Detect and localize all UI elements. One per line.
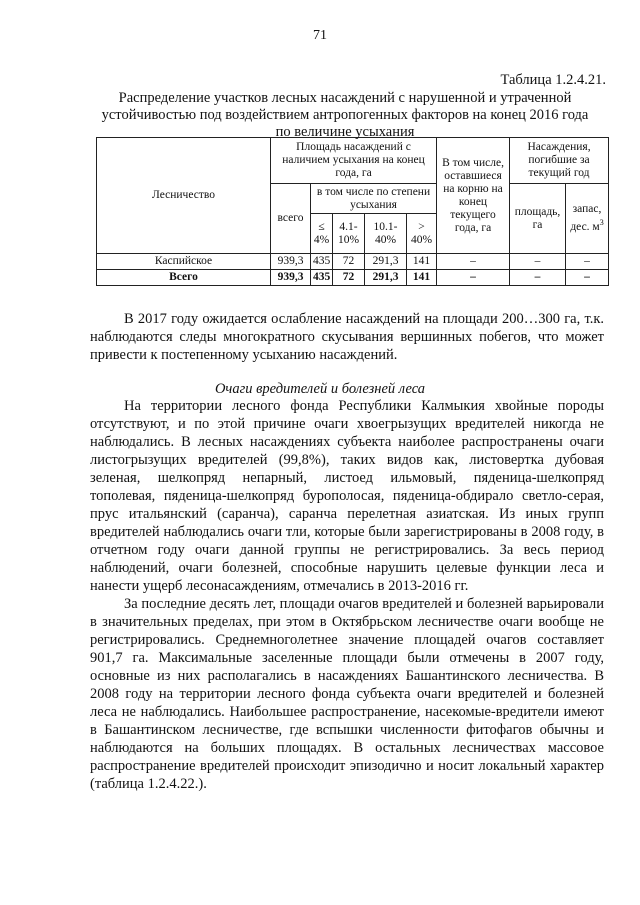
header-perished-group: Насаждения, погибшие за текущий год — [510, 138, 609, 184]
header-degree-10-40: 10.1-40% — [365, 214, 407, 254]
forecast-paragraph-block — [90, 310, 604, 364]
header-including-degree: в том числе по степени усыхания — [311, 184, 437, 214]
cell-remaining: – — [437, 270, 510, 286]
cell-forestry: Всего — [97, 270, 271, 286]
cell-degree-4-10: 72 — [333, 270, 365, 286]
header-degree-gt40: > 40% — [407, 214, 437, 254]
page-number: 71 — [313, 28, 327, 43]
table-row-total — [97, 270, 609, 286]
pests-paragraph-2: За последние десять лет, площади очагов вредителей и болезней варьировали в значительных пределах, при этом в Октябрьском лесничестве очаги вообще не регистрировались. Среднемноголетнее значение площадей очагов составляет 901,7 га. Максимальные заселенные площади были отмечены в 2007 году, основные из них располагались в насаждениях Башантинского лесничества. В 2008 году на территории лесного фонда субъекта очаги вредителей и болезней леса не наблюдались. Наибольшее распространение, насекомые-вредители имеют в Башантинском лесничестве, где вспышки численности фитофагов обычны и наблюдаются на больших площадях. В остальных лесничествах массовое распространение вредителей происходит эпизодично и носит локальный характер (таблица 1.2.4.22.). — [90, 596, 604, 792]
pests-paragraph-1: На территории лесного фонда Республики Калмыкия хвойные породы отсутствуют, и по этой причине очаги хвоегрызущих вредителей никогда не наблюдались. В лесных насаждениях субъекта наиболее распространены очаги листогрызущих вредителей (99,8%), таких видов как, листовертка дубовая зеленая, шелкопряд непарный, листоед ильмовый, пяденица-шелкопряд тополевая, пяденица-шелкопряд бурополосая, пяденица-обдирало светло-серая, прус итальянский (саранча), саранча перелетная азиатская. Из иных групп вредителей наблюдались очаги тли, которые были зарегистрированы в 2008 году, в отчетном году очаги данной группы не регистрировались. За весь период наблюдений, очаги болезней, способные нарушить целевые функции леса и нанести ущерб лесонасаждениям, отмечались в 2013-2016 гг. — [90, 398, 604, 594]
header-total: всего — [271, 184, 311, 254]
header-forestry: Лесничество — [97, 138, 271, 254]
forecast-paragraph: В 2017 году ожидается ослабление насаждений на площади 200…300 га, т.к. наблюдаются следы многократного скусывания вершинных побегов, что может привести к постепенному усыханию насаждений. — [90, 311, 604, 363]
header-area-group: Площадь насаждений с наличием усыхания на конец года, га — [271, 138, 437, 184]
header-perished-stock: запас, дес. $м^3$ — [566, 184, 609, 254]
cell-degree-le4: 435 — [311, 254, 333, 270]
header-perished-stock-sup: 3 — [599, 218, 604, 228]
header-degree-4-10: 4.1-10% — [333, 214, 365, 254]
table-row — [97, 254, 609, 270]
cell-degree-gt40: 141 — [407, 254, 437, 270]
header-perished-area: площадь, га — [510, 184, 566, 254]
cell-total: 939,3 — [271, 254, 311, 270]
table-caption: Распределение участков лесных насаждений с нарушенной и утраченной устойчивостью под воздействием антропогенных факторов на конец 2016 года по величине усыхания — [101, 90, 589, 140]
cell-degree-10-40: 291,3 — [365, 254, 407, 270]
table-id: Таблица 1.2.4.21. — [500, 72, 606, 88]
cell-perished-area: – — [510, 254, 566, 270]
section-heading: Очаги вредителей и болезней леса — [214, 381, 426, 397]
cell-degree-le4: 435 — [311, 270, 333, 286]
drying-distribution-table — [96, 137, 609, 286]
pests-text-block — [90, 397, 604, 793]
cell-perished-stock: – — [566, 270, 609, 286]
cell-degree-10-40: 291,3 — [365, 270, 407, 286]
cell-forestry: Каспийское — [97, 254, 271, 270]
cell-total: 939,3 — [271, 270, 311, 286]
header-remaining: В том числе, оставшиеся на корню на конец текущего года, га — [437, 138, 510, 254]
cell-perished-area: – — [510, 270, 566, 286]
cell-degree-4-10: 72 — [333, 254, 365, 270]
cell-perished-stock: – — [566, 254, 609, 270]
cell-remaining: – — [437, 254, 510, 270]
cell-degree-gt40: 141 — [407, 270, 437, 286]
header-degree-le4: ≤ 4% — [311, 214, 333, 254]
